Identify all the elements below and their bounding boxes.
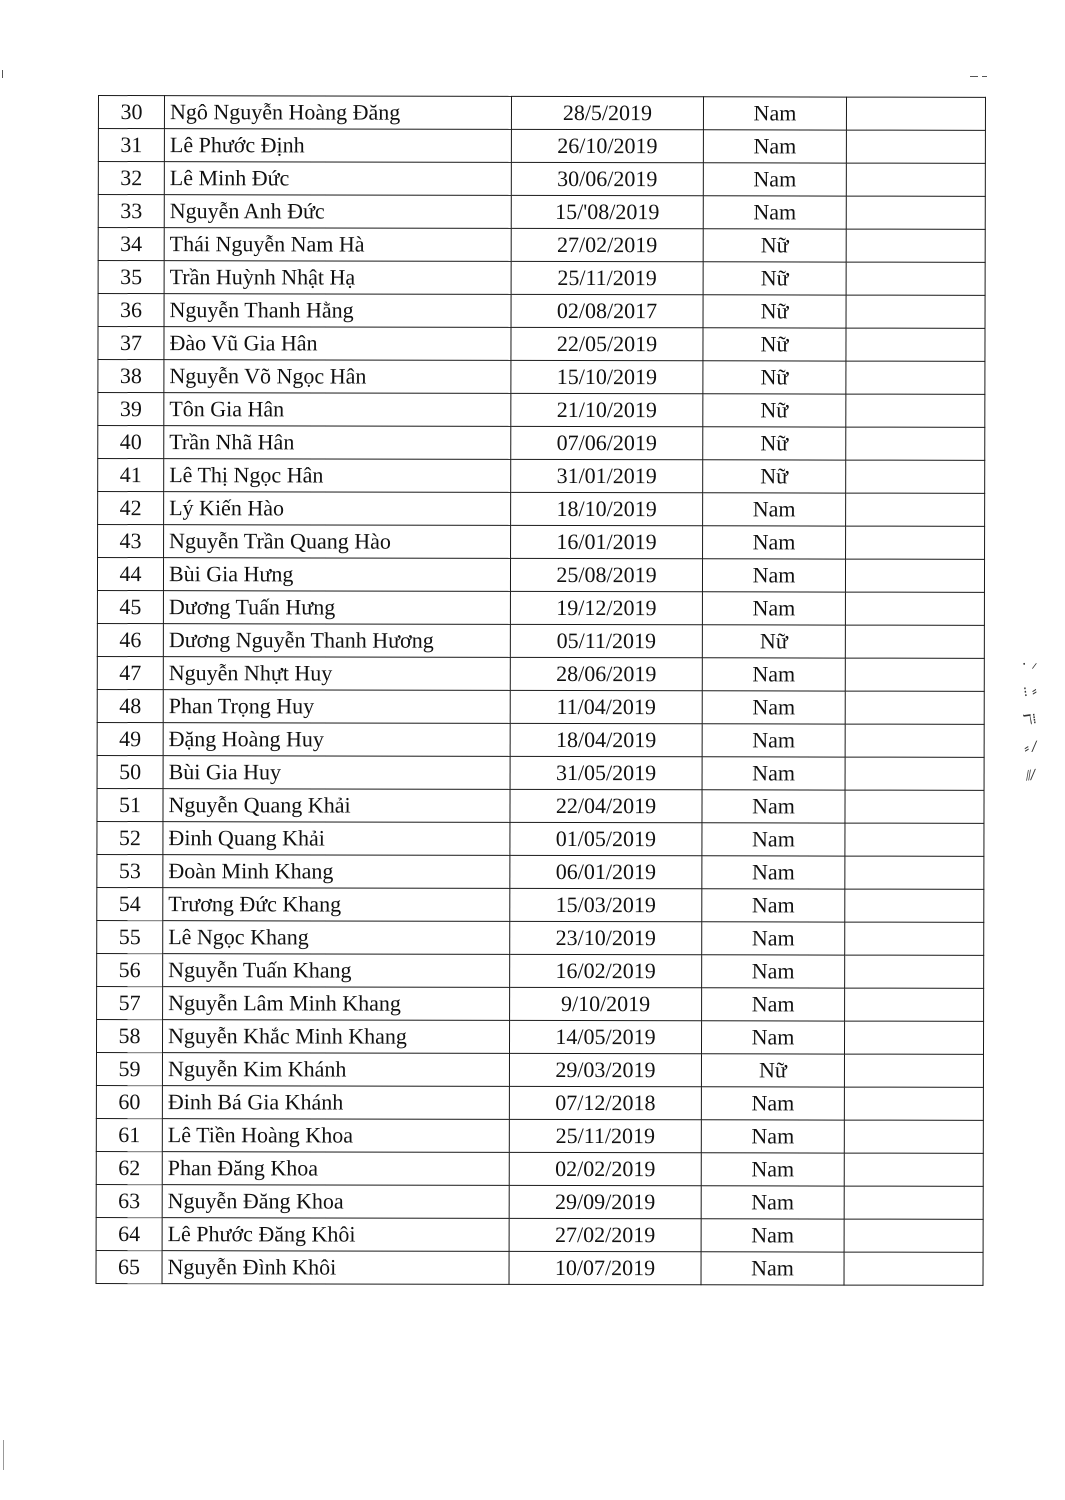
gender: Nam	[703, 163, 846, 196]
table-row	[97, 854, 984, 889]
row-number: 64	[96, 1217, 162, 1250]
row-number: 53	[97, 854, 163, 887]
row-number: 32	[98, 162, 164, 195]
student-name: Tôn Gia Hân	[164, 393, 511, 427]
note-cell	[845, 790, 984, 823]
table-row	[96, 1052, 983, 1087]
table-row	[96, 1019, 983, 1054]
row-number: 35	[98, 261, 164, 294]
gender: Nam	[701, 1219, 844, 1252]
table-row	[97, 689, 984, 724]
birth-date: 02/02/2019	[509, 1152, 701, 1185]
birth-date: 28/06/2019	[510, 657, 702, 690]
birth-date: 27/02/2019	[511, 228, 703, 261]
student-name: Phan Trọng Huy	[163, 690, 510, 724]
student-name: Nguyễn Khắc Minh Khang	[162, 1020, 509, 1054]
row-number: 33	[98, 195, 164, 228]
table-row	[98, 261, 985, 296]
student-name: Đặng Hoàng Huy	[163, 723, 510, 757]
birth-date: 30/06/2019	[511, 162, 703, 195]
gender: Nam	[701, 1186, 844, 1219]
gender: Nam	[702, 790, 845, 823]
table-row	[97, 887, 984, 922]
student-name: Bùi Gia Huy	[163, 756, 510, 790]
note-cell	[845, 724, 984, 757]
student-name: Nguyễn Đình Khôi	[162, 1251, 509, 1285]
birth-date: 9/10/2019	[510, 987, 702, 1020]
note-cell	[846, 295, 985, 328]
note-cell	[845, 625, 984, 658]
gender: Nam	[702, 922, 845, 955]
gender: Nam	[701, 1153, 844, 1186]
student-name: Lê Ngọc Khang	[163, 921, 510, 955]
student-name: Nguyễn Nhựt Huy	[163, 657, 510, 691]
table-row	[97, 722, 984, 757]
student-name: Nguyễn Tuấn Khang	[163, 954, 510, 988]
table-row	[98, 327, 985, 362]
note-cell	[846, 427, 985, 460]
student-name: Lê Minh Đức	[164, 162, 511, 196]
birth-date: 02/08/2017	[511, 294, 703, 327]
row-number: 59	[96, 1052, 162, 1085]
row-number: 45	[97, 590, 163, 623]
table-row	[98, 162, 985, 197]
birth-date: 27/02/2019	[509, 1218, 701, 1251]
student-name: Nguyễn Kim Khánh	[162, 1053, 509, 1087]
gender: Nam	[703, 493, 846, 526]
student-name: Lý Kiến Hào	[164, 492, 511, 526]
note-cell	[846, 328, 985, 361]
birth-date: 15/10/2019	[511, 360, 703, 393]
note-cell	[844, 1153, 983, 1186]
student-name: Phan Đăng Khoa	[162, 1152, 509, 1186]
birth-date: 31/05/2019	[510, 756, 702, 789]
birth-date: 22/05/2019	[511, 327, 703, 360]
note-cell	[846, 97, 985, 130]
note-cell	[844, 1252, 983, 1285]
birth-date: 29/03/2019	[509, 1053, 701, 1086]
row-number: 38	[98, 360, 164, 393]
birth-date: 01/05/2019	[510, 822, 702, 855]
row-number: 48	[97, 689, 163, 722]
birth-date: 22/04/2019	[510, 789, 702, 822]
table-row	[97, 920, 984, 955]
row-number: 60	[96, 1085, 162, 1118]
note-cell	[844, 1186, 983, 1219]
row-number: 54	[97, 887, 163, 920]
note-cell	[845, 691, 984, 724]
row-number: 47	[97, 656, 163, 689]
birth-date: 29/09/2019	[509, 1185, 701, 1218]
note-cell	[845, 856, 984, 889]
student-name: Trần Huỳnh Nhật Hạ	[164, 261, 511, 295]
row-number: 58	[96, 1019, 162, 1052]
student-name: Thái Nguyễn Nam Hà	[164, 228, 511, 262]
table-row	[96, 1217, 983, 1252]
gender: Nam	[702, 889, 845, 922]
note-cell	[845, 757, 984, 790]
birth-date: 21/10/2019	[511, 393, 703, 426]
table-row	[97, 590, 984, 625]
birth-date: 07/06/2019	[511, 426, 703, 459]
gender: Nam	[702, 691, 845, 724]
birth-date: 25/08/2019	[510, 558, 702, 591]
table-row	[96, 1151, 983, 1186]
student-name: Trương Đức Khang	[163, 888, 510, 922]
table-row	[98, 228, 985, 263]
gender: Nam	[701, 1087, 844, 1120]
gender: Nam	[702, 592, 845, 625]
birth-date: 18/10/2019	[511, 492, 703, 525]
gender: Nữ	[703, 361, 846, 394]
table-row	[97, 986, 984, 1021]
row-number: 62	[96, 1151, 162, 1184]
gender: Nam	[702, 955, 845, 988]
stamp-edge-fragment: ⸱ ⸝ ⁝ ⸗ ℸ⁞ ⸗ ⁄ ⫽⁄	[1021, 655, 1039, 785]
table-row	[96, 1085, 983, 1120]
birth-date: 23/10/2019	[510, 921, 702, 954]
row-number: 34	[98, 228, 164, 261]
note-cell	[846, 229, 985, 262]
row-number: 37	[98, 327, 164, 360]
gender: Nữ	[702, 625, 845, 658]
table-row	[97, 821, 984, 856]
birth-date: 15/'08/2019	[511, 195, 703, 228]
gender: Nam	[702, 988, 845, 1021]
scan-mark-left-edge	[2, 70, 3, 78]
row-number: 61	[96, 1118, 162, 1151]
row-number: 63	[96, 1184, 162, 1217]
table-row	[98, 393, 985, 428]
row-number: 52	[97, 821, 163, 854]
birth-date: 15/03/2019	[510, 888, 702, 921]
gender: Nữ	[703, 262, 846, 295]
gender: Nam	[701, 1021, 844, 1054]
row-number: 30	[98, 96, 164, 129]
birth-date: 16/01/2019	[511, 525, 703, 558]
note-cell	[846, 394, 985, 427]
gender: Nữ	[701, 1054, 844, 1087]
note-cell	[845, 955, 984, 988]
birth-date: 18/04/2019	[510, 723, 702, 756]
gender: Nữ	[703, 328, 846, 361]
note-cell	[845, 592, 984, 625]
gender: Nữ	[703, 229, 846, 262]
gender: Nam	[702, 559, 845, 592]
row-number: 42	[98, 492, 164, 525]
note-cell	[844, 1021, 983, 1054]
note-cell	[845, 922, 984, 955]
student-name: Nguyễn Anh Đức	[164, 195, 511, 229]
student-name: Lê Tiền Hoàng Khoa	[162, 1119, 509, 1153]
note-cell	[845, 889, 984, 922]
note-cell	[846, 130, 985, 163]
student-name: Lê Phước Đăng Khôi	[162, 1218, 509, 1252]
student-name: Nguyễn Trần Quang Hào	[164, 525, 511, 559]
row-number: 46	[97, 623, 163, 656]
table-row	[97, 656, 984, 691]
student-name: Nguyễn Đăng Khoa	[162, 1185, 509, 1219]
table-row	[97, 788, 984, 823]
note-cell	[846, 493, 985, 526]
row-number: 55	[97, 920, 163, 953]
student-roster-table	[96, 95, 986, 1286]
birth-date: 05/11/2019	[510, 624, 702, 657]
row-number: 43	[98, 525, 164, 558]
student-name: Đinh Bá Gia Khánh	[162, 1086, 509, 1120]
gender: Nam	[703, 526, 846, 559]
table-row	[98, 360, 985, 395]
note-cell	[846, 361, 985, 394]
birth-date: 11/04/2019	[510, 690, 702, 723]
gender: Nam	[701, 1120, 844, 1153]
student-name: Bùi Gia Hưng	[163, 558, 510, 592]
birth-date: 28/5/2019	[511, 96, 703, 129]
table-row	[97, 953, 984, 988]
table-row	[98, 129, 985, 164]
note-cell	[846, 526, 985, 559]
gender: Nam	[702, 658, 845, 691]
note-cell	[846, 196, 985, 229]
row-number: 57	[97, 986, 163, 1019]
student-name: Nguyễn Thanh Hằng	[164, 294, 511, 328]
scan-mark-top-right	[970, 76, 978, 77]
table-row	[98, 96, 985, 131]
row-number: 39	[98, 393, 164, 426]
student-name: Nguyễn Võ Ngọc Hân	[164, 360, 511, 394]
birth-date: 10/07/2019	[509, 1251, 701, 1284]
table-row	[98, 459, 985, 494]
table-row	[96, 1250, 983, 1285]
student-name: Đào Vũ Gia Hân	[164, 327, 511, 361]
birth-date: 19/12/2019	[510, 591, 702, 624]
gender: Nam	[703, 196, 846, 229]
birth-date: 07/12/2018	[509, 1086, 701, 1119]
row-number: 51	[97, 788, 163, 821]
birth-date: 25/11/2019	[509, 1119, 701, 1152]
scan-mark-left-edge-bottom	[3, 1440, 4, 1470]
gender: Nữ	[703, 295, 846, 328]
row-number: 44	[97, 558, 163, 591]
gender: Nữ	[703, 460, 846, 493]
row-number: 40	[98, 426, 164, 459]
table-row	[96, 1184, 983, 1219]
row-number: 50	[97, 755, 163, 788]
table-row	[98, 426, 985, 461]
student-name: Lê Thị Ngọc Hân	[164, 459, 511, 493]
row-number: 49	[97, 722, 163, 755]
table-row	[97, 755, 984, 790]
gender: Nữ	[703, 394, 846, 427]
row-number: 31	[98, 129, 164, 162]
gender: Nam	[702, 823, 845, 856]
scan-mark-top-right-2	[982, 76, 987, 77]
row-number: 56	[97, 953, 163, 986]
note-cell	[844, 1087, 983, 1120]
note-cell	[844, 1054, 983, 1087]
birth-date: 16/02/2019	[510, 954, 702, 987]
student-name: Trần Nhã Hân	[164, 426, 511, 460]
table-row	[98, 195, 985, 230]
table-row	[98, 294, 985, 329]
student-name: Đinh Quang Khải	[163, 822, 510, 856]
student-name: Nguyễn Lâm Minh Khang	[163, 987, 510, 1021]
student-name: Nguyễn Quang Khải	[163, 789, 510, 823]
table-row	[97, 558, 984, 593]
note-cell	[845, 823, 984, 856]
roster-body	[96, 96, 985, 1286]
gender: Nam	[702, 856, 845, 889]
row-number: 65	[96, 1250, 162, 1283]
row-number: 36	[98, 294, 164, 327]
table-row	[98, 525, 985, 560]
gender: Nữ	[703, 427, 846, 460]
row-number: 41	[98, 459, 164, 492]
table-row	[96, 1118, 983, 1153]
student-name: Ngô Nguyễn Hoàng Đăng	[164, 96, 511, 130]
note-cell	[844, 1219, 983, 1252]
note-cell	[845, 559, 984, 592]
student-name: Dương Nguyễn Thanh Hương	[163, 624, 510, 658]
note-cell	[845, 658, 984, 691]
birth-date: 25/11/2019	[511, 261, 703, 294]
birth-date: 06/01/2019	[510, 855, 702, 888]
gender: Nam	[703, 97, 846, 130]
birth-date: 14/05/2019	[509, 1020, 701, 1053]
note-cell	[845, 988, 984, 1021]
gender: Nam	[702, 724, 845, 757]
note-cell	[846, 262, 985, 295]
note-cell	[846, 460, 985, 493]
gender: Nam	[701, 1252, 844, 1285]
note-cell	[846, 163, 985, 196]
student-name: Dương Tuấn Hưng	[163, 591, 510, 625]
student-name: Lê Phước Định	[164, 129, 511, 163]
note-cell	[844, 1120, 983, 1153]
gender: Nam	[702, 757, 845, 790]
student-name: Đoàn Minh Khang	[163, 855, 510, 889]
table-row	[97, 623, 984, 658]
gender: Nam	[703, 130, 846, 163]
birth-date: 31/01/2019	[511, 459, 703, 492]
table-row	[98, 492, 985, 527]
birth-date: 26/10/2019	[511, 129, 703, 162]
